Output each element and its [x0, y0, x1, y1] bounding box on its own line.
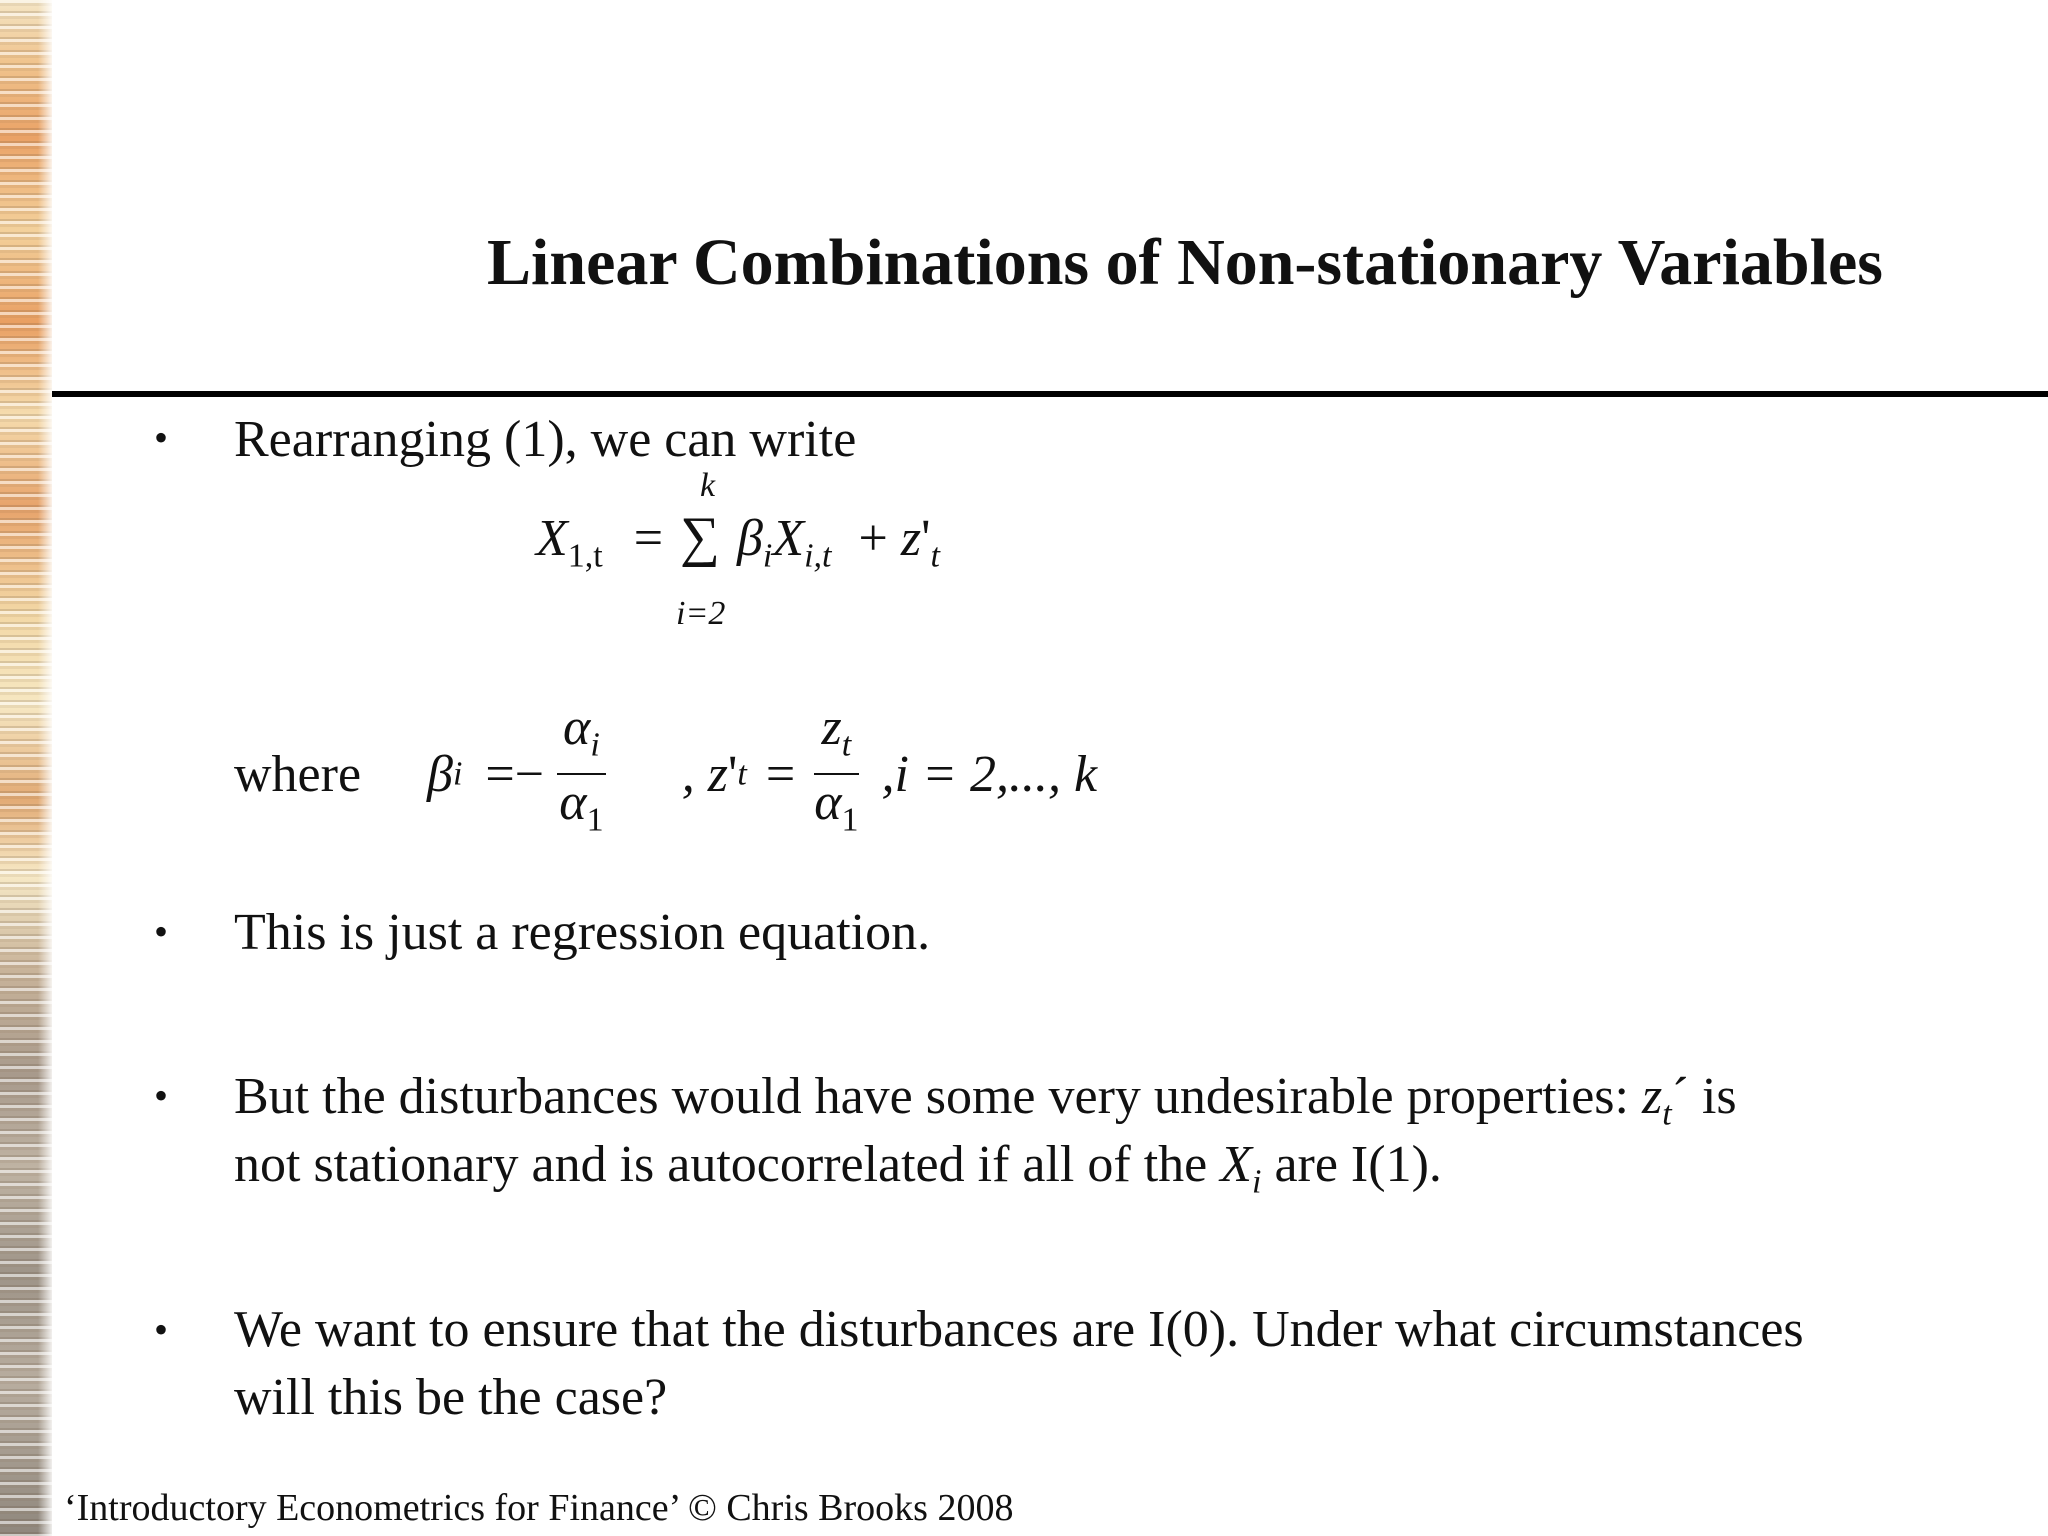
bullet-2-text: This is just a regression equation.: [234, 904, 931, 961]
bullet-3-z-var: z: [1641, 1068, 1663, 1125]
eq1-lhs-sub: 1,t: [567, 537, 603, 575]
slide-title: Linear Combinations of Non-stationary Variables: [487, 226, 1883, 299]
bullet-marker: •: [154, 1073, 169, 1118]
eq1-x-sub: i,t: [804, 537, 832, 575]
bullet-3-x-sub: i: [1252, 1163, 1262, 1201]
eq1-sum: [676, 467, 726, 632]
where-comma-z: , z: [681, 745, 729, 803]
where-frac-1: [557, 700, 606, 849]
frac1-den-sub: 1: [586, 801, 604, 839]
where-label: where: [234, 745, 362, 803]
bullet-marker: •: [154, 415, 169, 460]
eq1-lhs-var: X: [536, 510, 568, 567]
where-z-sub: t: [737, 755, 747, 793]
bullet-3-x-var: X: [1220, 1136, 1252, 1193]
eq1-equals: =: [633, 510, 664, 567]
title-divider: [52, 391, 2048, 397]
where-eq-minus: =−: [485, 745, 545, 803]
where-tail: ,i = 2,..., k: [881, 745, 1098, 803]
bullet-1-text: Rearranging (1), we can write: [234, 411, 857, 468]
bullet-3-line-1-end: ´ is: [1671, 1068, 1737, 1125]
bullet-marker: •: [154, 1307, 169, 1352]
bullet-3-line-2-text: not stationary and is autocorrelated if all of the: [234, 1136, 1221, 1193]
where-beta-sub: i: [452, 755, 463, 793]
frac2-den-var: α: [814, 774, 842, 832]
frac1-den-alpha: α: [559, 774, 587, 832]
bullet-4-line-1: We want to ensure that the disturbances are I(0). Under what circumstances: [234, 1301, 1804, 1358]
bullet-3-line-2: [234, 1131, 1442, 1216]
frac2-den-sub: 1: [841, 801, 859, 839]
eq1-sum-sign: ∑: [680, 506, 720, 568]
eq1-z-prime: ': [921, 510, 931, 567]
eq1-sum-lower: i=2: [676, 595, 726, 632]
eq1-beta-sub: i: [762, 537, 773, 575]
bullet-4-line-2: will this be the case?: [234, 1369, 668, 1426]
eq1-plus: +: [858, 510, 888, 567]
equation-1: [536, 467, 940, 632]
bullet-3-line-1-text: But the disturbances would have some very undesirable properties:: [234, 1068, 1642, 1125]
where-beta: β: [427, 745, 453, 803]
eq1-z-sub: t: [930, 537, 940, 575]
frac1-num-sub: i: [590, 726, 600, 764]
frac1-num-alpha: α: [563, 699, 591, 756]
where-line: [234, 700, 1097, 849]
frac2-num-sub: t: [841, 726, 852, 764]
eq1-sum-upper: k: [700, 467, 716, 504]
frac2-num-var: z: [821, 699, 842, 756]
where-frac-2: [814, 700, 858, 849]
slide-footer: ‘Introductory Econometrics for Finance’ © Chris Brooks 2008: [64, 1487, 1014, 1529]
eq1-x-var: X: [772, 510, 805, 567]
bullet-3-line-2-end: are I(1).: [1261, 1136, 1442, 1193]
bullet-marker: •: [154, 909, 169, 954]
decorative-side-stripe: [0, 0, 52, 1536]
where-prime: ': [728, 745, 738, 803]
where-equals: =: [765, 745, 796, 803]
eq1-beta: β: [736, 510, 763, 567]
eq1-z-var: z: [900, 510, 922, 567]
bullet-3-z-sub: t: [1662, 1095, 1672, 1133]
